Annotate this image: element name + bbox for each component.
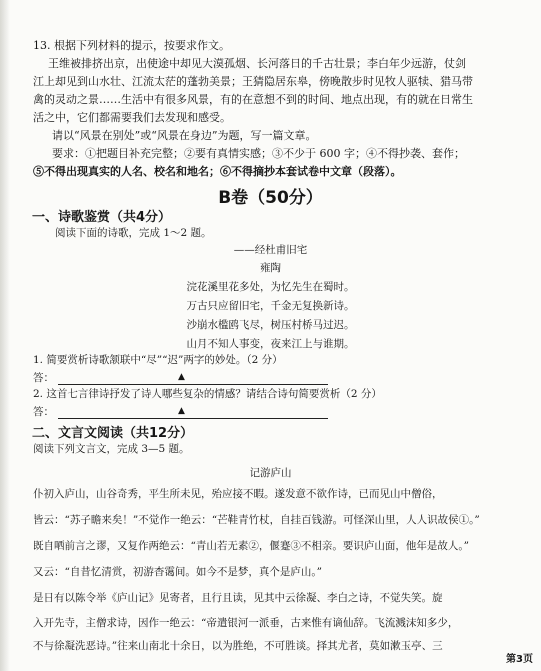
- q13-line3: 江上却见到山水壮、江流太茫的蓬勃美景；王猜隐居东皋，傍晚散步时见牧人驱犊、猎马带: [33, 75, 473, 88]
- essay-line-1: 仆初入庐山，山谷奇秀，平生所未见，殆应接不暇。遂发意不欲作诗，已而见山中僧俗，: [33, 488, 443, 500]
- essay-line-7: 不与徐凝洗恶诗。”往来山南北十余日，以为胜绝，不可胜谈。择其尤者，莫如漱玉亭、三: [33, 640, 443, 652]
- page-number: 第3页: [506, 654, 533, 665]
- q13-line5: 活之中，它们都需要我们去发现和感受。: [33, 111, 231, 124]
- essay-title: 记游庐山: [249, 467, 292, 479]
- poem-author: 雍陶: [260, 262, 281, 274]
- section-b-title: B卷（50分）: [218, 188, 323, 208]
- q13-line1: 13. 根据下列材料的提示，按要求作文。: [33, 39, 230, 52]
- poetry-section-heading: 一、诗歌鉴赏（共4分）: [32, 210, 172, 225]
- q13-line4: 禽的灵动之景……生活中有很多风景，有的在意想不到的时间、地点出现，有的就在日常生: [33, 93, 473, 106]
- answer-1-line[interactable]: [58, 384, 328, 385]
- answer-1-label: 答：: [33, 372, 54, 384]
- classical-intro: 阅读下列文言文，完成 3—5 题。: [33, 443, 190, 455]
- q13-line8: ⑤不得出现真实的人名、校名和地名；⑥不得摘抄本套试卷中文章（段落）。: [33, 165, 402, 178]
- essay-line-6: 入开先寺，主僧求诗，因作一绝云：“帝遣银河一派垂，古来惟有谪仙辞。飞流溅沫知多少，: [33, 617, 459, 629]
- poetry-intro: 阅读下面的诗歌，完成 1～2 题。: [55, 227, 212, 239]
- poem-line-4: 山月不知人事变，夜来江上与谁期。: [186, 338, 355, 350]
- poem-title: ——经杜甫旧宅: [233, 244, 308, 256]
- question-2: 2. 这首七言律诗抒发了诗人哪些复杂的情感？请结合诗句简要赏析（2 分）: [33, 388, 382, 400]
- answer-2-marker: ▲: [178, 406, 185, 416]
- answer-2-line[interactable]: [58, 418, 328, 419]
- q13-line6: 请以“风景在别处”或“风景在身边”为题，写一篇文章。: [52, 129, 317, 142]
- poem-line-2: 万古只应留旧宅，千金无复换新诗。: [186, 300, 355, 312]
- essay-line-2: 皆云：“苏子瞻来矣！”不觉作一绝云：“芒鞋青竹杖，自挂百钱游。可怪深山里，人人识故侯①。”: [33, 514, 480, 526]
- q13-line2: 王维被排挤出京，出使途中却见大漠孤烟、长河落日的千古壮景；李白年少远游，仗剑: [48, 57, 466, 70]
- q13-line7: 要求：①把题目补充完整；②要有真情实感；③不少于 600 字；④不得抄袭、套作；: [52, 147, 465, 160]
- poem-line-1: 浣花溪里花多处，为忆先生在蜀时。: [186, 281, 355, 293]
- answer-2-label: 答：: [33, 406, 54, 418]
- poem-line-3: 沙崩水槛鸥飞尽，树压村桥马过迟。: [186, 319, 355, 331]
- classical-section-heading: 二、文言文阅读（共12分）: [32, 426, 194, 441]
- answer-1-marker: ▲: [178, 372, 185, 382]
- question-1: 1. 简要赏析诗歌颔联中“尽”“迟”两字的妙处。（2 分）: [33, 354, 283, 366]
- essay-line-5: 是日有以陈令举《庐山记》见寄者，且行且读，见其中云徐凝、李白之诗，不觉失笑。旋: [33, 592, 443, 604]
- essay-line-4: 又云：“自昔忆清赏，初游杳霭间。如今不是梦，真个是庐山。”: [33, 566, 322, 578]
- essay-line-3: 既自哂前言之谬，又复作两绝云：“青山若无素②，偃蹇③不相亲。要识庐山面，他年是故人。”: [33, 540, 469, 552]
